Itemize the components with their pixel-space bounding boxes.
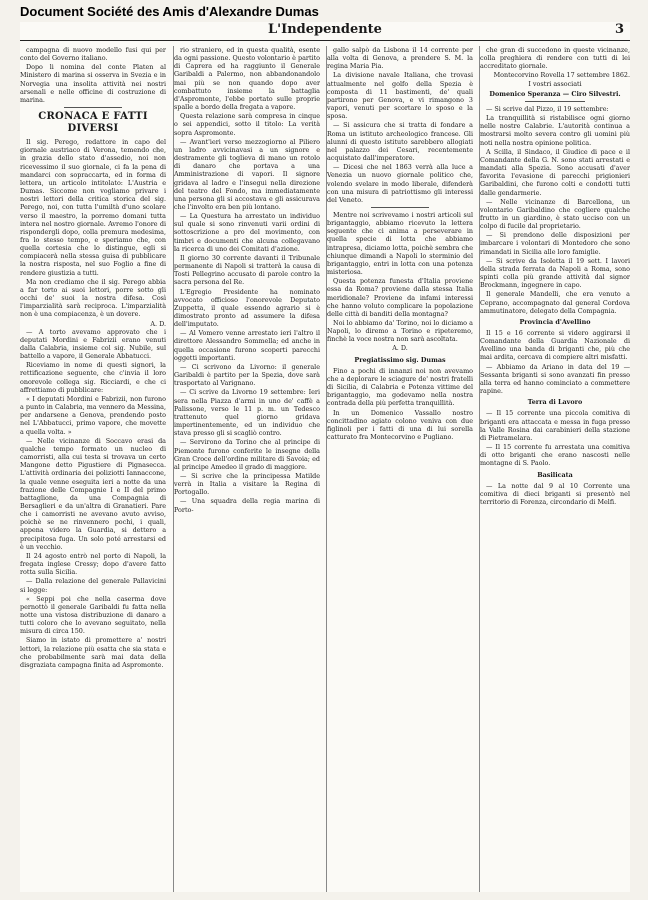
paragraph: Noi lo abbiamo da' Torino, noi lo diciamo a Napoli, lo diremo a Torino e ripeteremo, finchè la voce nostra non sarà ascoltata. bbox=[327, 319, 473, 344]
paragraph: « Seppi poi che nella caserma dove pernottò il generale Garibaldi fu fatta nella notte una vistosa distribuzione di danaro a tutti coloro che lo avevano seguitato, nella misura di circa 150. bbox=[20, 594, 166, 636]
paragraph: — Si scrive da Isoletta il 19 sett. I lavori della strada ferrata da Napoli a Roma, sono spinti colla più grande attività dal signor Brockmann, ingegnere in capo. bbox=[480, 256, 630, 290]
closing: I vostri associati bbox=[528, 79, 582, 88]
paragraph: — Abbiamo da Ariano in data del 19 — Sessanta briganti si sono avanzati fin presso alla terra ed hanno cominciato a commettere rapine. bbox=[480, 362, 630, 396]
paragraph: L'Egregio Presidente ha nominato avvocato officioso l'onorevole Deputato Zuppetta, il quale essendo agrario si è dimostrato pronto ad assumere la difesa dell'imputato. bbox=[174, 287, 320, 329]
paragraph: — Ci scrive da Livorno 19 settembre: Ieri sera nella Piazza d'armi in uno de' caffè a Palissone, verso le 11 p. m. un Tedesco trattenuto quel giorno gridava impertinentemente, ed un individuo che stava presso gli si scagliò contro. bbox=[174, 388, 320, 438]
paragraph: — Nelle vicinanze di Barcellona, un volontario Garibaldino che cogliere qualche frutto in un giardino, è stato ucciso con un colpo di fucile dal proprietario. bbox=[480, 197, 630, 231]
paragraph: — Nelle vicinanze di Soccavo erasi da qualche tempo formato un nucleo di camorristi, alla cui testa si trovava un certo Mangone detto Pigustiere di Pignasecca. L'attività ordinaria dei poliziotti Iannaccone, la quale venne eseguita ieri a notte da una frazione delle Compagnie I e II del primo battaglione, da una Compagnia di Bersaglieri e da un'altra di Granatieri. Pare che i camorristi ne avevano avuto avviso, poichè se ne rinvennero pochi, i quali, appena videro la Guardia, si dettero a precipitosa fuga. Un solo poté arrestarsi ed è un vecchio. bbox=[20, 436, 166, 551]
paragraph: Il generale Mandelli, che era venuto a Ceprano, accompagnato dal general Cordova ammutinatore, delegato della Compagnia. bbox=[480, 290, 630, 315]
paragraph: A Scilla, il Sindaco, il Giudice di pace e il Comandante della G. N. sono stati arrestati e mandati alla Spezia. Sono accusati d'aver favorita l'evasione di parecchi prigionieri Garibaldini, che furono colti e condotti tutti dalle gendarmerie. bbox=[480, 147, 630, 197]
signers: Domenico Speranza — Ciro Silvestri. bbox=[489, 89, 621, 98]
paragraph: Ma non crediamo che il sig. Perego abbia a far torto ai suoi lettori, porre sotto gli occhi de' suoi la nostra difesa. Così l'imparzialità sarà reciproca. L'imparzialità non è una compiacenza, è un dovere. bbox=[20, 277, 166, 319]
paragraph: « I deputati Mordini e Fabrizii, non furono a punto in Calabria, ma vennero da Messina, per andarsene a Genova, prendendo posto nel L'Abbatucci, primo vapore, che movette a quella volta. » bbox=[20, 394, 166, 436]
section-heading: Provincia d'Avellino bbox=[519, 317, 591, 326]
paragraph: In un Domenico Vassallo nostro concittadino agiato colono veniva con due figlinoli per i fatti di una di lui sorella catturato fra Montecorvino e Pugliano. bbox=[327, 408, 473, 442]
paragraph: — Si assicura che si tratta di fondare a Roma un istituto archeologico francese. Gli alunni di questo istituto sarebbero allogiati nel palazzo dei Cesari, recentemente acquistato dall'imperatore. bbox=[327, 121, 473, 163]
page-number: 3 bbox=[614, 22, 624, 37]
paragraph: La divisione navale Italiana, che trovasi attualmente nel golfo della Spezia è composta di 11 bastimenti, de' quali partirono per Genova, e vi rimangono 3 vapori, venuti per scortare lo sposo e la sposa. bbox=[327, 71, 473, 121]
paragraph: — La notte dal 9 al 10 Corrente una comitiva di dieci briganti si presentò nel territorio di Forenza, circondario di Melfi. bbox=[480, 481, 630, 506]
paragraph: Mentre noi scrivevamo i nostri articoli sul brigantaggio, abbiamo ricevuto la lettera seguente che ci anima a perseverare in quella specie di lotta che abbiamo intrapresa, diciamo lotta, poichè sembra che chiunque dimandi a Napoli lo sterminio del brigantaggio, entri in lotta con una potenza misteriosa. bbox=[327, 210, 473, 277]
column-4 bbox=[479, 46, 630, 892]
paragraph: Fino a pochi di innanzi noi non avevamo che a deplorare le sciagure de' nostri fratelli di Sicilia, di Calabria e Potenza vittime del brigantaggio, ma godevamo nella nostra contrada della più perfetta tranquillità. bbox=[327, 366, 473, 408]
paragraph: gallo salpò da Lisbona il 14 corrente per alla volta di Genova, a prendere S. M. la regina Maria Pia. bbox=[327, 46, 473, 71]
column-1 bbox=[20, 46, 166, 892]
divider bbox=[64, 107, 122, 108]
newspaper-page bbox=[20, 22, 630, 892]
paragraph: rio straniero, ed in questa qualità, esente da ogni passione. Questo volontario è partito di Caprera ed ha raggiunto il Generale Garibaldi a Palermo, non abbandonandolo mai più se non quando dopo aver combattuto insieme la battaglia d'Aspromonte, l'ebbe portato sulle proprie spalle a bordo della fregata a vapore. bbox=[174, 46, 320, 112]
section-heading: Basilicata bbox=[537, 470, 573, 479]
paragraph: — Il 15 corrente una piccola comitiva di briganti era attaccata e messa in fuga presso la Valle Rosina dai carabinieri della stazione di Pietramelara. bbox=[480, 409, 630, 442]
paragraph: — Ci scrivono da Livorno: il generale Garibaldi è partito per la Spezia, dove sarà trasportato al Varignano. bbox=[174, 362, 320, 388]
paragraph: che gran di succedono in queste vicinanze, colla preghiera di rendere con tutti di lei accreditato giornale. bbox=[480, 46, 630, 71]
paragraph: — Servirono da Torino che al principe di Piemonte furono conferite le insegne della Gran Croce dell'ordine militare di Savoia; ed al principe Amedeo il grado di maggiore. bbox=[174, 438, 320, 471]
paragraph: — Una squadra della regia marina di Porto- bbox=[174, 497, 320, 514]
dateline: Montecorvino Rovella 17 settembre 1862. bbox=[493, 71, 630, 80]
paragraph: — Si scrive che la principessa Matilde verrà in Italia a visitare la Regina di Portogallo. bbox=[174, 471, 320, 497]
paragraph: Dopo li nomina del conte Platen al Ministero di marina si osserva in Svezia e in Norvegia una insolita attività nei nostri arsenali e nelle officine di costruzione di marina. bbox=[20, 63, 166, 104]
signature: A. D. bbox=[392, 344, 408, 353]
paragraph: — La Questura ha arrestato un individuo sul quale si sono rinvenuti varii ordini di sottoscrizione a pro del movimento, con timbri e documenti che alcuna collegavano la ricerca di uno dei Comitati d'azione. bbox=[174, 212, 320, 253]
columns bbox=[20, 46, 630, 892]
paragraph: Siamo in istato di promettere a' nostri lettori, la relazione più esatta che sia stata e che probabilmente sarà mai data della disgraziata campagna finita ad Aspromonte. bbox=[20, 636, 166, 669]
paragraph: Il 24 agosto entrò nel porto di Napoli, la fregata inglese Cressy; dopo d'avere fatto rotta sulla Sicilia. bbox=[20, 551, 166, 577]
paragraph: Riceviamo in nome di questi signori, la rettificazione seguente, che c'invia il loro onorevole collega sig. Ricciardi, e che ci affrettiamo di pubblicare: bbox=[20, 361, 166, 394]
paragraph: — Avant'ieri verso mezzogiorno al Piliero un ladro avvicinavasi a un signore e destramente gli toglieva di mano un rotolo di danaro che portava a una Amministrazione di vapori. Il signore gridava al ladro e l'insegui nella direzione del teatro del Fondo, ma immediatamente una persona gli si accostava e gli assicurava che l'involto era ben più lontano. bbox=[174, 137, 320, 211]
document-label: Document Société des Amis d'Alexandre Dumas bbox=[20, 4, 319, 19]
paragraph: — Dalla relazione del generale Pallavicini si legge: bbox=[20, 577, 166, 594]
paragraph: — Si prendono delle disposizioni per imbarcare i volontari di Montedoro che sono rimandati in Sicilia alle loro famiglie. bbox=[480, 231, 630, 256]
paragraph: — Il 15 corrente fu arrestata una comitiva di otto briganti che erano nascosti nelle montagne di S. Paolo. bbox=[480, 443, 630, 468]
paragraph: — Dicesi che nel 1863 verrà alla luce a Venezia un nuovo giornale politico che, volendo svelare in modo liberale, difenderà con una misura di patriottismo gli interessi del Veneto. bbox=[327, 163, 473, 204]
paragraph: campagna di nuovo modello fusi qui per conto del Governo italiano. bbox=[20, 46, 166, 63]
masthead-title: L'Independente bbox=[268, 22, 382, 37]
masthead bbox=[20, 22, 630, 41]
paragraph: Il sig. Perego, redattore in capo del giornale austriaco di Verona, temendo che, in grazia dello stato d'assedio, noi non ricevessimo il suo giornale, ci fa la pena di mandarci con sopraccarta, ed in forma di lettera, un articolo intitolato: L'Austria e Dumas. Siccome non vogliamo privare i nostri lettori della critica storica del sig. Perego, noi, con tutta l'umiltà d'uno scolare verso il maestro, la porremo domani tutta intera nel nostro giornale. Avremo l'onore di rispondergli dopo, colla premura medesima, fra lo stesso tempo, e speriamo che, con quella cortesia che lo distingue, egli si compiacerà nella stessa guisa di pubblicare la nostra risposta, nel suo Foglio a fine di rendere giustizia a tutti. bbox=[20, 138, 166, 277]
paragraph: Il 15 e 16 corrente si videro aggirarsi il Comandante della Guardia Nazionale di Avellino una banda di briganti che, più che mai ardita, cercava di compiere altri misfatti. bbox=[480, 329, 630, 362]
paragraph: Questa relazione sarà compresa in cinque o sei appendici, sotto il titolo: La verità sopra Aspromonte. bbox=[174, 112, 320, 137]
column-2 bbox=[173, 46, 320, 892]
paragraph: Il giorno 30 corrente davanti il Tribunale permanente di Napoli si tratterà la causa di Tosti Pellegrino accusato di parole contro la sacra persona del Re. bbox=[174, 253, 320, 287]
paragraph: — Al Vomero venne arrestato ieri l'altro il direttore Alessandro Sommella; ed anche in quella occasione furono scoperti parecchi oggetti importanti. bbox=[174, 329, 320, 362]
paragraph: La tranquillità si ristabilisce ogni giorno nelle nostre Calabrie. L'autorità continua a mostrarsi molto severa contro gli uomini più noti nella nostra opinione politica. bbox=[480, 114, 630, 147]
paragraph: — A torto avevamo approvato che i deputati Mordini e Fabrizii erano venuti dalla Calabria, insieme col sig. Nubile, sul battello a vapore, il Generale Abbatucci. bbox=[20, 327, 166, 361]
divider bbox=[371, 207, 429, 208]
divider bbox=[525, 101, 585, 102]
section-heading: CRONACA E FATTI DIVERSI bbox=[38, 111, 148, 135]
letter-heading: Pregiatissimo sig. Dumas bbox=[354, 355, 446, 364]
section-heading: Terra di Lavoro bbox=[527, 398, 583, 407]
paragraph: — Si scrive dal Pizzo, il 19 settembre: bbox=[486, 104, 609, 113]
signature: A. D. bbox=[150, 319, 166, 328]
paragraph: Questa potenza funesta d'Italia proviene essa da Roma? proviene dalla stessa Italia meridionale? Proviene da infami interessi che hanno voluto complicare la popolazione delle città di banditi della montagna? bbox=[327, 277, 473, 318]
column-3 bbox=[326, 46, 473, 892]
